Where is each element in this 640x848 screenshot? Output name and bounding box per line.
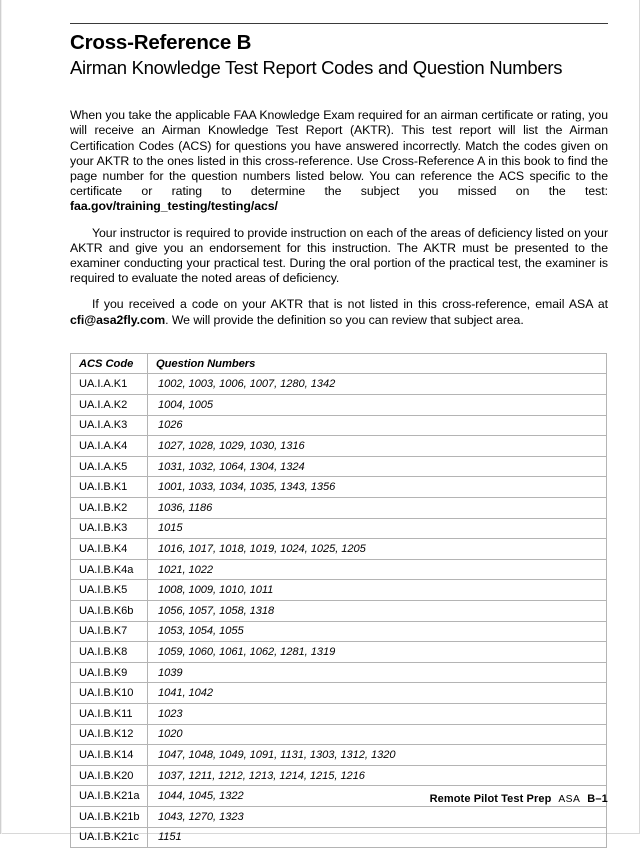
cell-acs-code: UA.I.B.K1 (71, 477, 148, 498)
cell-acs-code: UA.I.A.K5 (71, 456, 148, 477)
cell-question-numbers: 1023 (148, 703, 607, 724)
cell-acs-code: UA.I.A.K4 (71, 436, 148, 457)
cell-question-numbers: 1027, 1028, 1029, 1030, 1316 (148, 436, 607, 457)
cell-acs-code: UA.I.B.K21a (71, 786, 148, 807)
table-row (71, 642, 607, 663)
cell-acs-code: UA.I.A.K1 (71, 374, 148, 395)
cell-acs-code: UA.I.B.K5 (71, 580, 148, 601)
table-row (71, 580, 607, 601)
paragraph-3-text-after: . We will provide the definition so you can review that subject area. (165, 312, 524, 327)
footer-page-number: B–1 (587, 793, 608, 805)
cell-question-numbers: 1031, 1032, 1064, 1304, 1324 (148, 456, 607, 477)
cell-acs-code: UA.I.B.K10 (71, 683, 148, 704)
cross-reference-table-wrapper (70, 353, 608, 848)
header-rule (70, 23, 608, 24)
table-row (71, 518, 607, 539)
cell-acs-code: UA.I.B.K21b (71, 806, 148, 827)
cell-question-numbers: 1043, 1270, 1323 (148, 806, 607, 827)
table-row (71, 374, 607, 395)
acs-website-link[interactable]: faa.gov/training_testing/testing/acs/ (70, 199, 278, 214)
cell-question-numbers: 1036, 1186 (148, 498, 607, 519)
table-row (71, 683, 607, 704)
footer-publisher: ASA (558, 794, 581, 805)
cell-question-numbers: 1039 (148, 662, 607, 683)
table-row (71, 539, 607, 560)
page-content (70, 0, 608, 848)
cell-acs-code: UA.I.B.K14 (71, 745, 148, 766)
cell-acs-code: UA.I.B.K11 (71, 703, 148, 724)
table-row (71, 498, 607, 519)
cell-question-numbers: 1008, 1009, 1010, 1011 (148, 580, 607, 601)
table-row (71, 559, 607, 580)
paragraph-3 (70, 297, 608, 327)
cell-acs-code: UA.I.B.K21c (71, 827, 148, 848)
table-row (71, 765, 607, 786)
paragraph-1 (70, 108, 608, 214)
cross-reference-table (70, 353, 607, 848)
cell-question-numbers: 1044, 1045, 1322 (148, 786, 607, 807)
cell-question-numbers: 1020 (148, 724, 607, 745)
page-subtitle: Airman Knowledge Test Report Codes and Question Numbers (70, 56, 563, 78)
paragraph-1-text: When you take the applicable FAA Knowledge Exam required for an airman certificate or rating, you will receive an Airman Knowledge Test Report (AKTR). This test report will list the Airman Certification Codes (ACS) for questions you have answered incorrectly. Match the codes given on your AKTR to the ones listed in this cross-reference. Use Cross-Reference A in this book to find the page number for the question numbers listed below. You can reference the ACS specific to the certificate or rating to determine the subject you missed on the test: (70, 108, 608, 199)
column-header-question-numbers: Question Numbers (148, 353, 607, 374)
intro-text-block (70, 108, 608, 328)
cell-acs-code: UA.I.A.K2 (71, 395, 148, 416)
table-row (71, 436, 607, 457)
table-row (71, 395, 607, 416)
cell-question-numbers: 1001, 1033, 1034, 1035, 1343, 1356 (148, 477, 607, 498)
cell-question-numbers: 1016, 1017, 1018, 1019, 1024, 1025, 1205 (148, 539, 607, 560)
page-footer (70, 793, 608, 805)
table-row (71, 600, 607, 621)
table-row (71, 662, 607, 683)
table-body (71, 374, 607, 848)
cell-acs-code: UA.I.A.K3 (71, 415, 148, 436)
cell-acs-code: UA.I.B.K9 (71, 662, 148, 683)
cell-acs-code: UA.I.B.K2 (71, 498, 148, 519)
cell-acs-code: UA.I.B.K4a (71, 559, 148, 580)
cell-acs-code: UA.I.B.K8 (71, 642, 148, 663)
cell-question-numbers: 1053, 1054, 1055 (148, 621, 607, 642)
table-row (71, 703, 607, 724)
cell-question-numbers: 1151 (148, 827, 607, 848)
table-row (71, 477, 607, 498)
cell-acs-code: UA.I.B.K12 (71, 724, 148, 745)
paragraph-2: Your instructor is required to provide instruction on each of the areas of deficiency listed on your AKTR and give you an endorsement for this instruction. The AKTR must be presented to the examiner conducting your practical test. During the oral portion of the practical test, the examiner is required to evaluate the noted areas of deficiency. (70, 225, 608, 286)
cell-acs-code: UA.I.B.K4 (71, 539, 148, 560)
cell-question-numbers: 1041, 1042 (148, 683, 607, 704)
footer-book-title: Remote Pilot Test Prep (429, 793, 552, 805)
paragraph-3-text-before: If you received a code on your AKTR that is not listed in this cross-reference, email ASA at (92, 297, 608, 312)
cell-question-numbers: 1056, 1057, 1058, 1318 (148, 600, 607, 621)
table-row (71, 415, 607, 436)
page-edge-shadow (0, 0, 2, 834)
cell-question-numbers: 1059, 1060, 1061, 1062, 1281, 1319 (148, 642, 607, 663)
cell-question-numbers: 1015 (148, 518, 607, 539)
page-title: Cross-Reference B (70, 31, 252, 54)
cell-question-numbers: 1037, 1211, 1212, 1213, 1214, 1215, 1216 (148, 765, 607, 786)
cell-question-numbers: 1004, 1005 (148, 395, 607, 416)
column-header-acs-code: ACS Code (71, 353, 148, 374)
cell-acs-code: UA.I.B.K3 (71, 518, 148, 539)
cell-question-numbers: 1047, 1048, 1049, 1091, 1131, 1303, 1312, 1320 (148, 745, 607, 766)
table-row (71, 806, 607, 827)
table-row (71, 456, 607, 477)
table-row (71, 745, 607, 766)
asa-email-link[interactable]: cfi@asa2fly.com (70, 312, 166, 327)
table-row (71, 724, 607, 745)
table-row (71, 621, 607, 642)
cell-acs-code: UA.I.B.K20 (71, 765, 148, 786)
cell-question-numbers: 1002, 1003, 1006, 1007, 1280, 1342 (148, 374, 607, 395)
table-row (71, 827, 607, 848)
table-header-row (71, 353, 607, 374)
cell-question-numbers: 1021, 1022 (148, 559, 607, 580)
cell-question-numbers: 1026 (148, 415, 607, 436)
cell-acs-code: UA.I.B.K6b (71, 600, 148, 621)
cell-acs-code: UA.I.B.K7 (71, 621, 148, 642)
